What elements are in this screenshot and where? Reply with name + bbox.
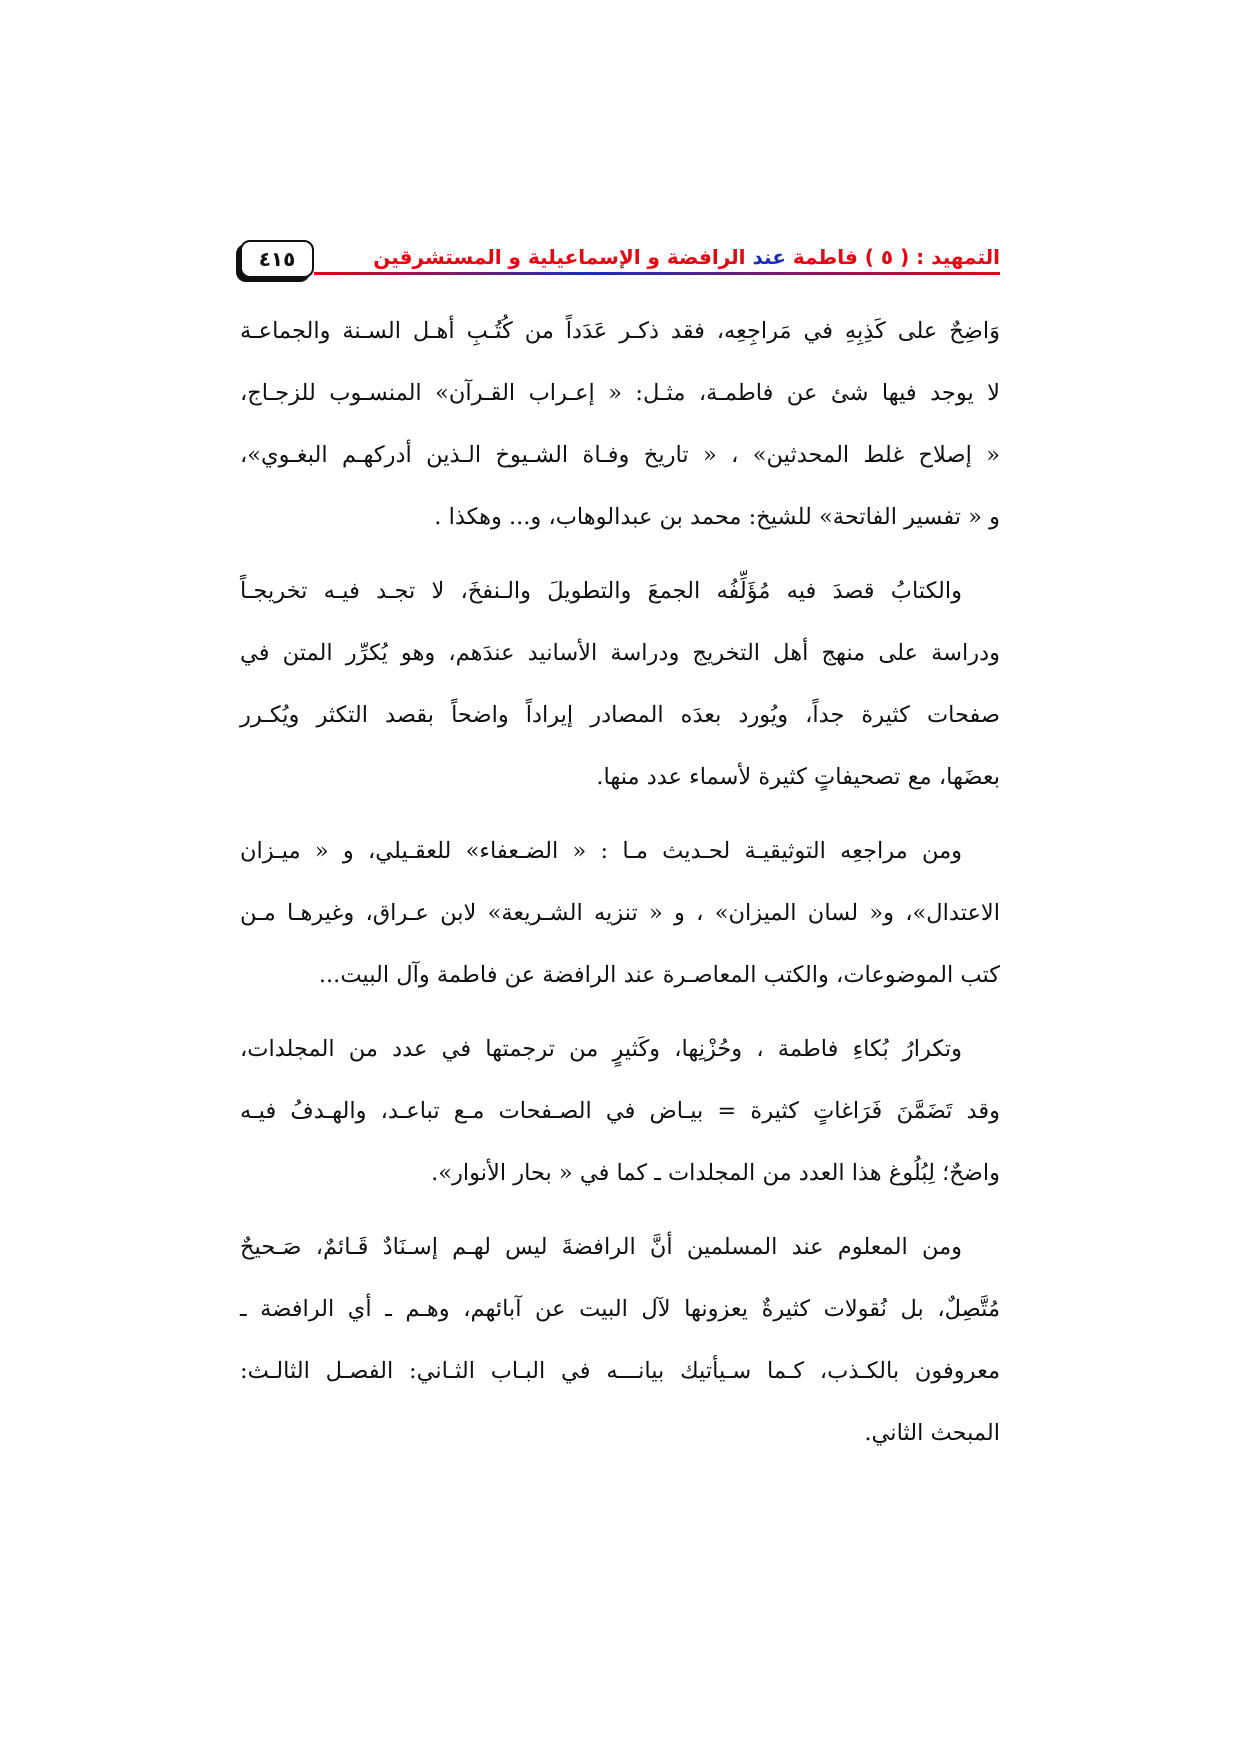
chapter-title-part: المستشرقين bbox=[373, 245, 502, 269]
text-line: واضحٌ؛ لِبُلُوغ هذا العدد من المجلدات ـ كما في « بحار الأنوار». bbox=[431, 1160, 1000, 1186]
paragraph bbox=[240, 560, 1000, 808]
body-text bbox=[240, 300, 1000, 1476]
text-line: ودراسة على منهج أهل التخريج ودراسة الأسانيد عندَهم، وهو يُكرِّر المتن في bbox=[240, 640, 1000, 666]
chapter-title-part: عند bbox=[752, 245, 786, 269]
text-line: ومن مراجعِه التوثيقيـة لحـديث مـا : « الضـعفاء» للعقـيلي، و « ميـزان bbox=[240, 838, 962, 864]
paragraph bbox=[240, 300, 1000, 548]
paragraph bbox=[240, 1018, 1000, 1204]
text-line: و « تفسير الفاتحة» للشيخ: محمد بن عبدالوهاب، و... وهكذا . bbox=[434, 504, 1000, 530]
text-line: والكتابُ قصدَ فيه مُؤَلِّفُه الجمعَ والتطويلَ والـنفخَ، لا تجـد فيـه تخريجـاً bbox=[240, 578, 962, 604]
text-line: مُتَّصِلٌ، بل نُقولات كثيرةٌ يعزونها لآل البيت عن آبائهم، وهـم ـ أي الرافضة ـ bbox=[240, 1296, 1000, 1322]
chapter-title-part: التمهيد : ( ٥ ) فاطمة bbox=[785, 245, 1000, 269]
text-line: وتكرارُ بُكاءِ فاطمة ، وحُزْنِها، وكَثيرٍ من ترجمتها في عدد من المجلدات، bbox=[240, 1036, 962, 1062]
text-line: صفحات كثيرة جداً، ويُورد بعدَه المصادر إيراداً واضحاً بقصد التكثر ويُكـرر bbox=[240, 702, 1000, 728]
text-line: المبحث الثاني. bbox=[864, 1420, 1000, 1446]
text-line: ومن المعلوم عند المسلمين أنَّ الرافضةَ ليس لهـم إسـنَادٌ قَـائمٌ، صَـحيحٌ bbox=[240, 1234, 962, 1260]
paragraph bbox=[240, 1216, 1000, 1464]
text-line: وقد تَضَمَّنَ فَرَاغاتٍ كثيرة = بيـاض في الصـفحات مـع تباعـد، والهـدفُ فيـه bbox=[240, 1098, 1000, 1124]
chapter-title-part: الرافضة و الإسماعيلية و bbox=[501, 245, 753, 269]
page-header bbox=[240, 238, 1000, 284]
text-line: معروفون بالكـذب، كـما سـيأتيك بيانـــه في البـاب الثـاني: الفصـل الثالـث: bbox=[240, 1358, 1000, 1384]
header-rule bbox=[314, 272, 1000, 275]
text-line: « إصلاح غلط المحدثين» ، « تاريخ وفـاة الشـيوخ الـذين أدركهـم البغـوي»، bbox=[240, 442, 1000, 468]
page-number-badge: ٤١٥ bbox=[240, 240, 314, 278]
chapter-title bbox=[373, 242, 1000, 272]
text-line: وَاضِحٌ على كَذِبِهِ في مَراجِعِه، فقد ذكـر عَدَداً من كُتُـبِ أهـل السـنة والجماعـة bbox=[240, 318, 1000, 344]
text-line: الاعتدال»، و« لسان الميزان» ، و « تنزيه الشـريعة» لابن عـراق، وغيرهـا مـن bbox=[240, 900, 1000, 926]
text-line: لا يوجد فيها شئ عن فاطمـة، مثـل: « إعـراب القـرآن» المنسـوب للزجـاج، bbox=[240, 380, 1000, 406]
text-line: بعضَها، مع تصحيفاتٍ كثيرة لأسماء عدد منها. bbox=[596, 764, 1000, 790]
paragraph bbox=[240, 820, 1000, 1006]
text-line: كتب الموضوعات، والكتب المعاصـرة عند الرافضة عن فاطمة وآل البيت... bbox=[318, 962, 1000, 988]
